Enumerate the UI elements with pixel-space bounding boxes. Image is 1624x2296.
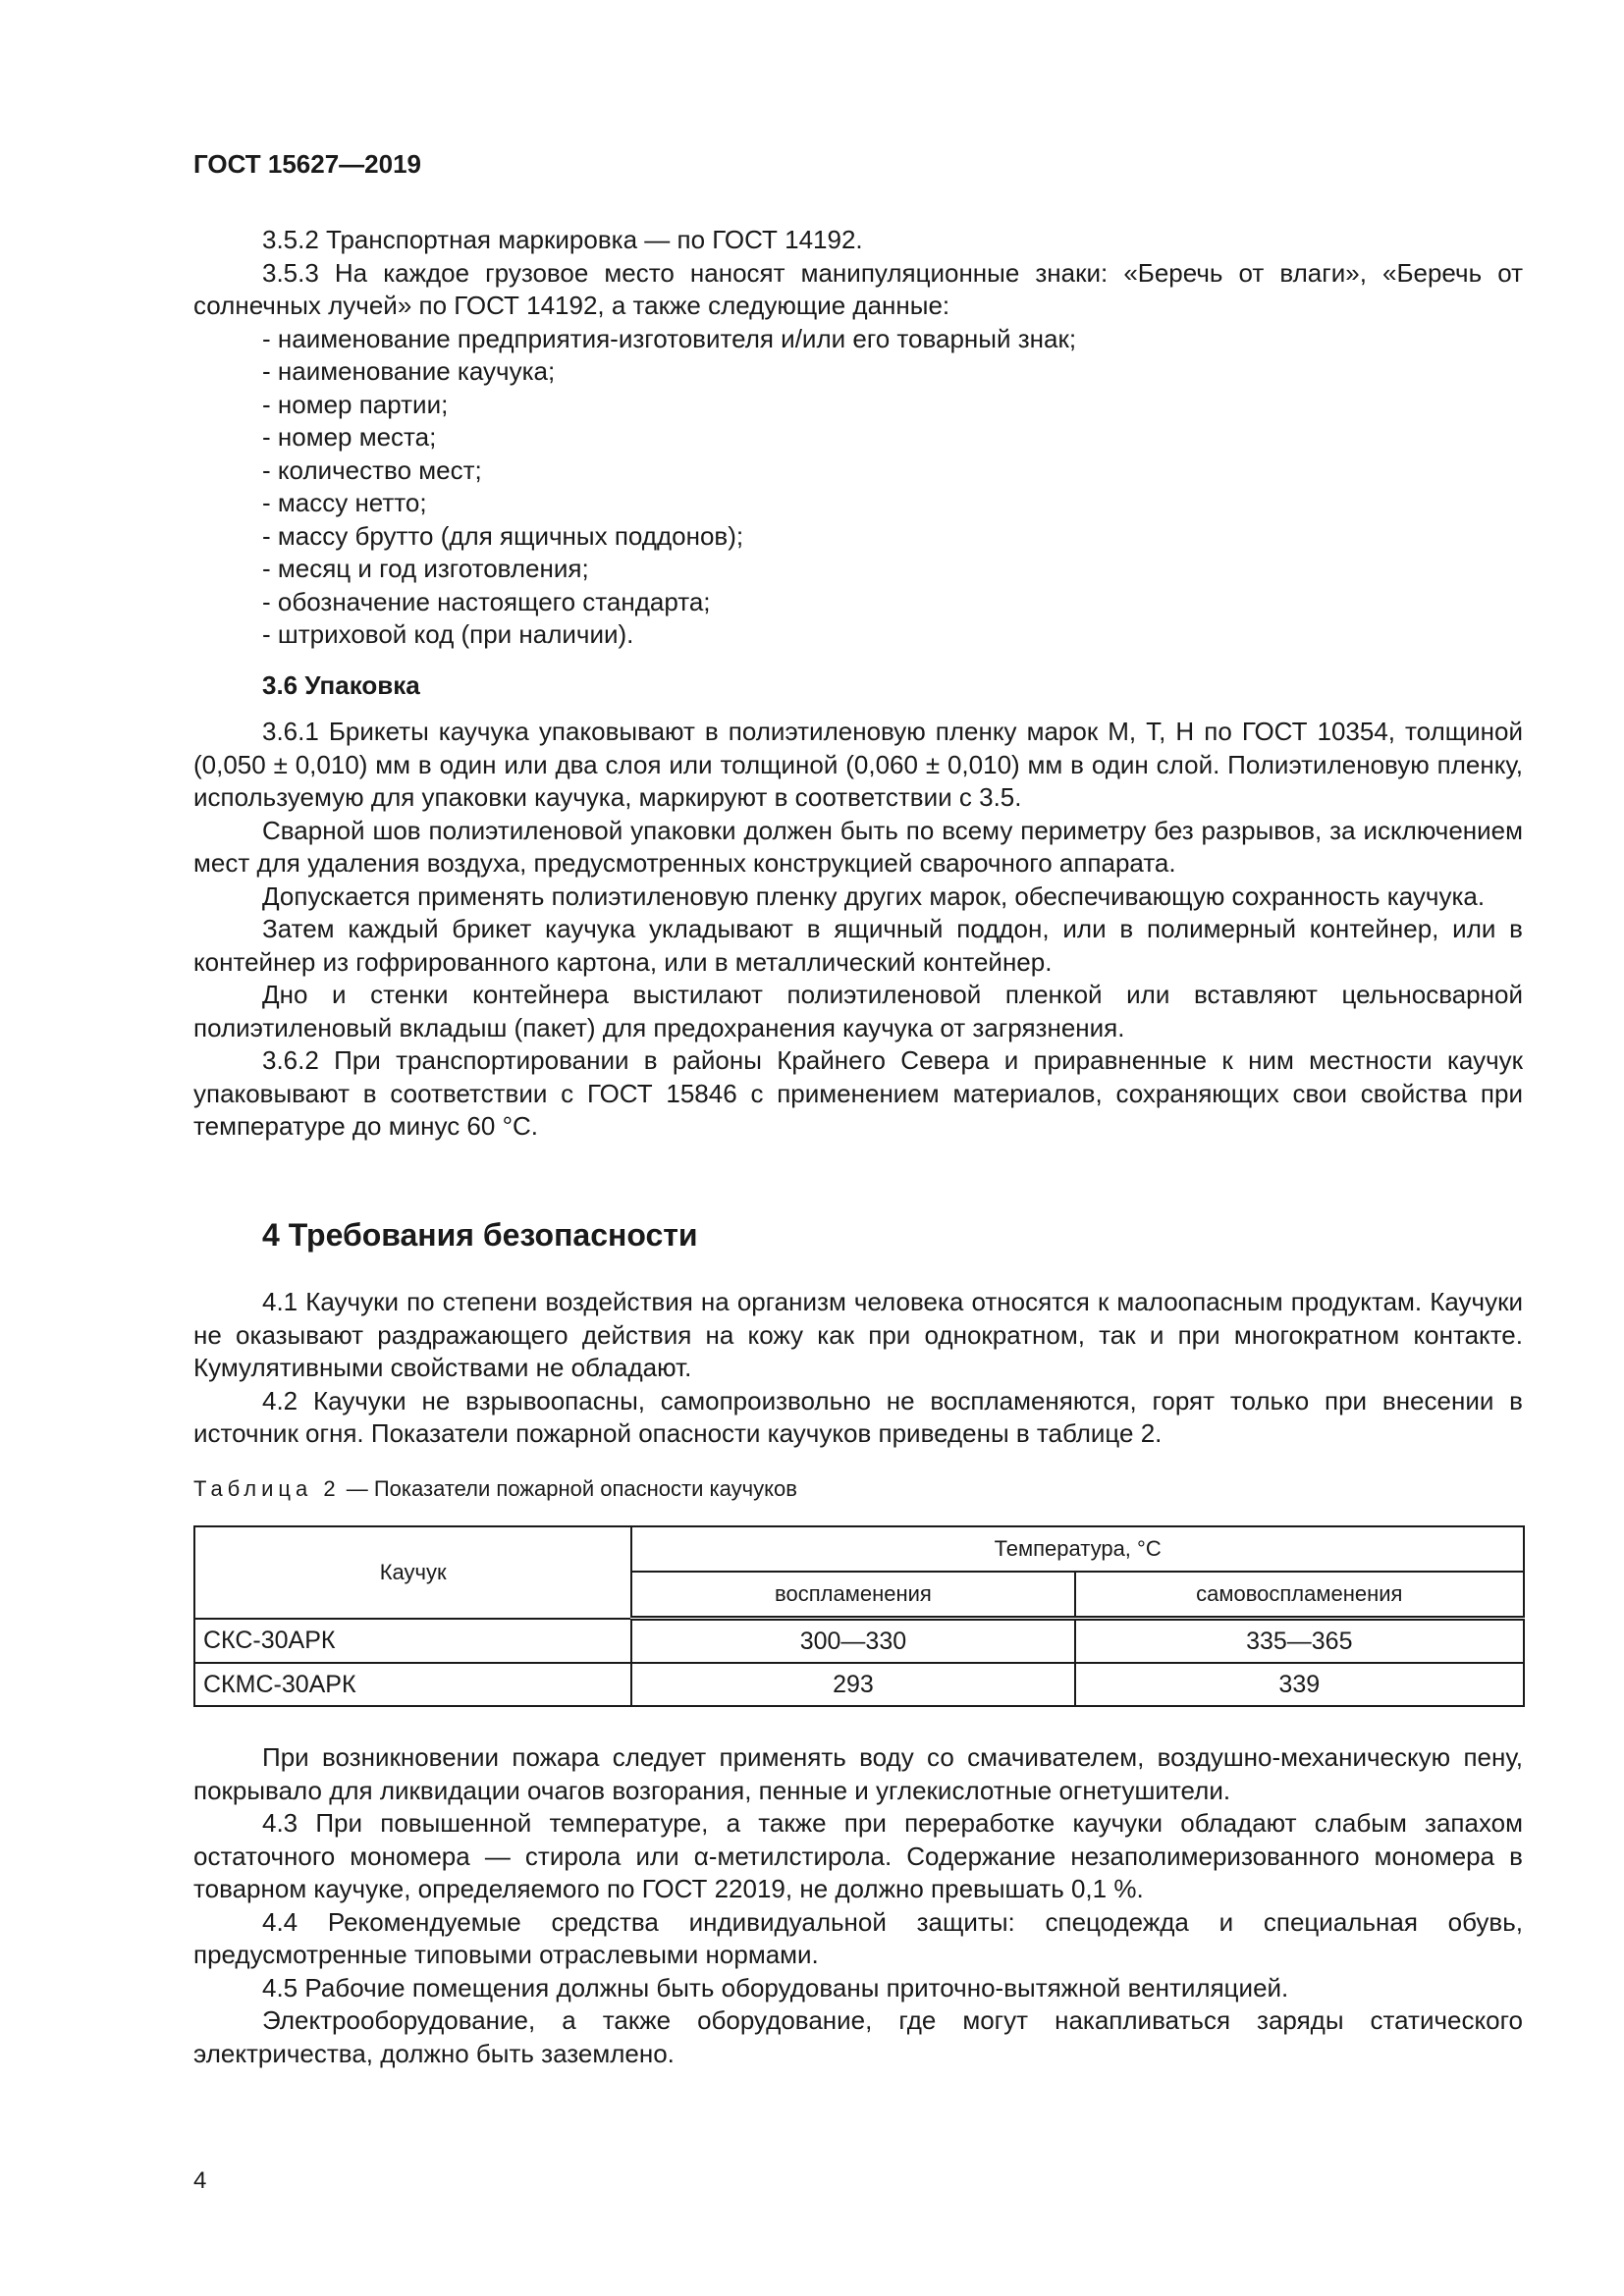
paragraph-4-1: 4.1 Каучуки по степени воздействия на организм человека относятся к малоопасным продуктам. Каучуки не оказывают раздражающего действия на кожу как при однократном, так и при многократном контакте. Кумулятивными свойствами не обладают.	[193, 1287, 1523, 1382]
header-temperature: Температура, °С	[631, 1526, 1524, 1572]
table-row	[194, 1663, 1524, 1706]
ignition-value-cell: 300—330	[631, 1619, 1074, 1664]
paragraph-weld: Сварной шов полиэтиленовой упаковки должен быть по всему периметру без разрывов, за исключением мест для удаления воздуха, предусмотренных конструкцией сварочного аппарата.	[193, 815, 1523, 878]
list-item: - количество мест;	[262, 454, 482, 485]
paragraph-3-5-3: 3.5.3 На каждое грузовое место наносят манипуляционные знаки: «Беречь от влаги», «Беречь от солнечных лучей» по ГОСТ 14192, а также следующие данные:	[193, 257, 1523, 320]
header-rubber: Каучук	[194, 1526, 631, 1619]
paragraph-electrical: Электрооборудование, а также оборудование, где могут накапливаться заряды статического электричества, должно быть заземлено.	[193, 2005, 1523, 2068]
list-item: - наименование предприятия-изготовителя и/или его товарный знак;	[262, 323, 1077, 353]
fire-hazard-table	[193, 1525, 1525, 1707]
paragraph-fire: При возникновении пожара следует применять воду со смачивателем, воздушно-механическую пену, покрывало для ликвидации очагов возгорания, пенные и углекислотные огнетушители.	[193, 1742, 1523, 1805]
table-caption-text: — Показатели пожарной опасности каучуков	[346, 1476, 797, 1501]
paragraph-4-4: 4.4 Рекомендуемые средства индивидуальной защиты: спецодежда и специальная обувь, предусмотренные типовыми отраслевыми нормами.	[193, 1906, 1523, 1969]
table-caption-label: Таблица 2	[193, 1476, 341, 1501]
self-ignition-value-cell: 335—365	[1075, 1619, 1524, 1664]
list-item: - обозначение настоящего стандарта;	[262, 586, 711, 616]
marking-list	[193, 323, 1523, 652]
paragraph-3-5-2: 3.5.2 Транспортная маркировка — по ГОСТ 14192.	[262, 225, 863, 254]
page-number: 4	[193, 2167, 207, 2194]
list-item: - массу брутто (для ящичных поддонов);	[262, 520, 744, 551]
section-3-text	[193, 224, 1523, 1144]
paragraph-4-5: 4.5 Рабочие помещения должны быть оборудованы приточно-вытяжной вентиляцией.	[262, 1972, 1289, 2002]
post-table-text	[193, 1741, 1523, 2070]
list-item: - номер места;	[262, 422, 437, 452]
rubber-name-cell: СКМС-30АРК	[194, 1663, 631, 1706]
list-item: - штриховой код (при наличии).	[262, 619, 634, 649]
paragraph-4-3: 4.3 При повышенной температуре, а также при переработке каучуки обладают слабым запахом остаточного мономера — стирола или α-метилстирола. Содержание незаполимеризованного мономера в товарном каучуке, определяемого по ГОСТ 22019, не должно превышать 0,1 %.	[193, 1808, 1523, 1903]
list-item: - номер партии;	[262, 389, 449, 419]
list-item: - наименование каучука;	[262, 356, 556, 386]
paragraph-then: Затем каждый брикет каучука укладывают в ящичный поддон, или в полимерный контейнер, или в контейнер из гофрированного картона, или в металлический контейнер.	[193, 914, 1523, 977]
section-4-heading: 4 Требования безопасности	[262, 1217, 698, 1253]
document-code-header: ГОСТ 15627—2019	[193, 149, 421, 179]
paragraph-3-6-1: 3.6.1 Брикеты каучука упаковывают в полиэтиленовую пленку марок М, Т, Н по ГОСТ 10354, толщиной (0,050 ± 0,010) мм в один или два слоя или толщиной (0,060 ± 0,010) мм в один слой. Полиэтиленовую пленку, используемую для упаковки каучука, маркируют в соответствии с 3.5.	[193, 717, 1523, 812]
header-self-ignition: самовоспламенения	[1075, 1572, 1524, 1619]
subsection-3-6-heading: 3.6 Упаковка	[262, 669, 420, 700]
table-row	[194, 1619, 1524, 1664]
paragraph-3-6-2: 3.6.2 При транспортировании в районы Крайнего Севера и приравненные к ним местности каучук упаковывают в соответствии с ГОСТ 15846 с применением материалов, сохраняющих свои свойства при температуре до минус 60 °С.	[193, 1045, 1523, 1141]
header-ignition: воспламенения	[631, 1572, 1074, 1619]
paragraph-bottom: Дно и стенки контейнера выстилают полиэтиленовой пленкой или вставляют цельносварной полиэтиленовый вкладыш (пакет) для предохранения каучука от загрязнения.	[193, 980, 1523, 1042]
paragraph-allow: Допускается применять полиэтиленовую пленку других марок, обеспечивающую сохранность каучука.	[262, 881, 1486, 911]
paragraph-4-2: 4.2 Каучуки не взрывоопасны, самопроизвольно не воспламеняются, горят только при внесении в источник огня. Показатели пожарной опасности каучуков приведены в таблице 2.	[193, 1385, 1523, 1448]
section-4-text	[193, 1286, 1523, 1451]
self-ignition-value-cell: 339	[1075, 1663, 1524, 1706]
list-item: - месяц и год изготовления;	[262, 554, 589, 583]
rubber-name-cell: СКС-30АРК	[194, 1619, 631, 1664]
list-item: - массу нетто;	[262, 488, 427, 517]
table-caption	[193, 1476, 797, 1502]
ignition-value-cell: 293	[631, 1663, 1074, 1706]
